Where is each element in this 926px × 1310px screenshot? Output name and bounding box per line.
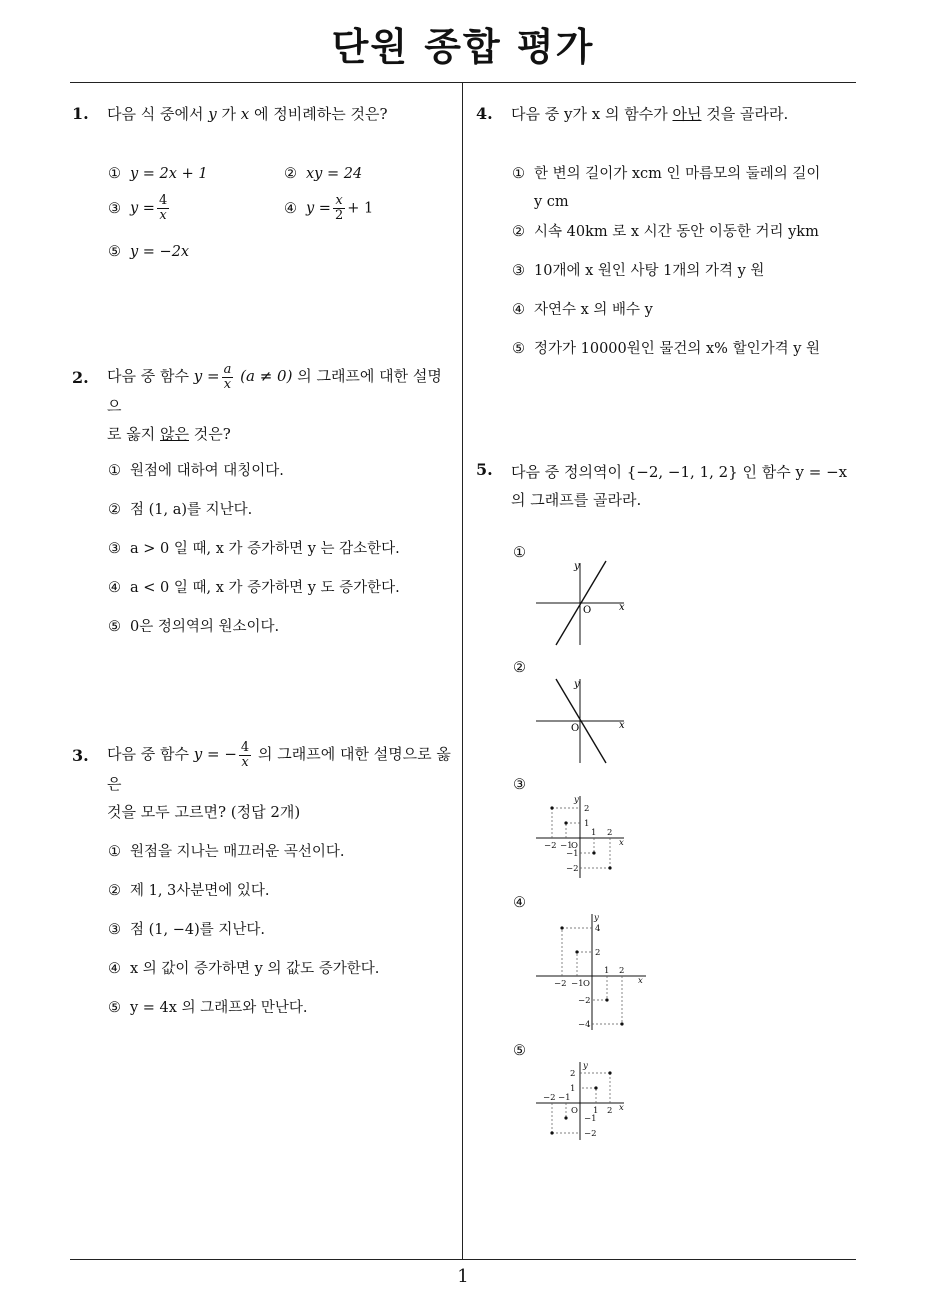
underlined-word: 않은	[160, 424, 189, 443]
option-5[interactable]	[512, 335, 820, 363]
option-rhs: + 1	[347, 200, 374, 217]
graph-option-3[interactable]	[530, 790, 630, 880]
option-expr: xy = 24	[306, 166, 363, 182]
option-3[interactable]	[108, 916, 265, 944]
option-text: x 의 값이 증가하면 y 의 값도 증가한다.	[130, 961, 380, 977]
question-text-part: 것을 골라라.	[701, 105, 789, 123]
tick-label-x: 1	[593, 1106, 599, 1116]
tick-label-y: 2	[595, 948, 601, 958]
option-1[interactable]	[108, 838, 345, 866]
option-text: 0은 정의역의 원소이다.	[130, 619, 280, 635]
origin-label: O	[571, 841, 578, 851]
point-2	[620, 1022, 623, 1025]
option-text: a < 0 일 때, x 가 증가하면 y 도 증가한다.	[130, 580, 400, 596]
option-mark: ②	[512, 224, 525, 240]
y-axis-label: y	[574, 561, 580, 572]
graph-option-3-mark[interactable]: ③	[513, 777, 526, 793]
tick-label-x: −1	[558, 1093, 571, 1103]
option-mark: ③	[108, 200, 121, 217]
option-4[interactable]	[284, 194, 373, 223]
question-text-part: 가	[216, 105, 241, 123]
y-axis-label: y	[594, 913, 599, 923]
point-neg1	[564, 1116, 567, 1119]
option-1-continued	[534, 188, 569, 216]
origin-label: O	[583, 605, 592, 616]
graph-option-2-mark[interactable]: ②	[513, 660, 526, 676]
option-4[interactable]	[108, 955, 379, 983]
option-text: a > 0 일 때, x 가 증가하면 y 는 감소한다.	[130, 541, 400, 557]
point-1	[605, 998, 608, 1001]
tick-label-y: −2	[566, 864, 579, 874]
var-x: x	[240, 105, 250, 123]
option-mark: ①	[108, 844, 121, 860]
question-text-part: 것을 모두 고르면? (정답 2개)	[107, 802, 301, 821]
question-number: 3.	[72, 746, 89, 765]
option-text: 원점에 대하여 대칭이다.	[130, 463, 284, 479]
question-text-part: 다음 식 중에서	[107, 105, 209, 123]
condition: (a ≠ 0)	[240, 367, 293, 385]
fraction-den: 2	[334, 208, 344, 223]
y-axis-label: y	[574, 795, 579, 805]
question-number: 4.	[476, 104, 493, 123]
tick-label-y: −2	[578, 996, 591, 1006]
tick-label-x: −2	[544, 841, 557, 851]
tick-label-y: 2	[570, 1069, 576, 1079]
question-3	[72, 740, 456, 1030]
question-5	[476, 458, 861, 518]
underlined-word: 아닌	[672, 105, 702, 123]
tick-label-y: 2	[584, 804, 590, 814]
question-text-part: 로 옳지	[107, 424, 161, 443]
graph-option-4-mark[interactable]: ④	[513, 895, 526, 911]
option-lhs: y =	[130, 200, 155, 217]
option-mark: ④	[284, 200, 297, 217]
fraction	[333, 194, 345, 223]
tick-label-y: 4	[595, 924, 601, 934]
option-1[interactable]	[108, 160, 208, 188]
fraction-num: 4	[158, 193, 168, 208]
fraction-num: 4	[240, 739, 250, 755]
option-mark: ④	[512, 302, 525, 318]
option-4[interactable]	[108, 574, 400, 602]
question-text-part: 의 그래프에 대한 설명으	[107, 367, 442, 415]
question-text	[511, 100, 861, 128]
option-text: 점 (1, −4)를 지난다.	[130, 922, 265, 938]
x-axis-label: x	[619, 720, 625, 731]
option-expr: y = 2x + 1	[130, 166, 208, 182]
question-text-part: 다음 중	[511, 105, 565, 123]
fraction	[239, 741, 251, 770]
option-2[interactable]	[512, 218, 819, 246]
point-neg1	[575, 950, 578, 953]
option-mark: ②	[284, 166, 297, 182]
option-4[interactable]	[512, 296, 653, 324]
question-text-part: 다음 중 함수	[107, 745, 194, 763]
point-neg2	[560, 926, 563, 929]
option-text: 자연수 x 의 배수 y	[534, 302, 653, 318]
question-text-part: 다음 중 함수	[107, 367, 194, 385]
option-1[interactable]	[512, 160, 820, 188]
tick-label-x: 2	[607, 1106, 613, 1116]
point-neg2	[550, 806, 553, 809]
option-lhs: y =	[306, 200, 331, 217]
y-axis-label: y	[574, 679, 580, 690]
option-5[interactable]	[108, 238, 189, 266]
origin-label: O	[571, 723, 580, 734]
option-3[interactable]	[108, 194, 171, 223]
column-divider	[462, 83, 463, 1259]
point-neg2	[550, 1131, 553, 1134]
x-axis-label: x	[619, 602, 625, 613]
option-text: 점 (1, a)를 지난다.	[130, 502, 253, 518]
question-number: 2.	[72, 368, 89, 387]
option-mark: ①	[108, 463, 121, 479]
question-text-part: 의 그래프를 골라라.	[511, 491, 642, 509]
tick-label-x: 2	[607, 828, 613, 838]
option-5[interactable]	[108, 613, 279, 641]
graph-option-4[interactable]	[530, 910, 650, 1035]
origin-label: O	[571, 1106, 578, 1116]
option-text: y cm	[534, 194, 569, 210]
question-text	[107, 100, 452, 128]
option-mark: ②	[108, 883, 121, 899]
question-2	[72, 362, 456, 652]
x-axis-label: x	[619, 1103, 624, 1113]
fraction	[222, 363, 234, 392]
tick-label-x: −2	[554, 979, 567, 989]
question-4	[476, 100, 861, 370]
top-rule	[70, 82, 856, 83]
question-text	[107, 362, 456, 448]
option-mark: ⑤	[108, 619, 121, 635]
graph-option-1[interactable]	[530, 555, 630, 650]
question-text	[107, 740, 456, 826]
tick-label-y: −2	[584, 1129, 597, 1139]
option-mark: ④	[108, 961, 121, 977]
y-axis-label: y	[583, 1061, 588, 1071]
tick-label-y: −1	[584, 1114, 597, 1124]
option-text: 원점을 지나는 매끄러운 곡선이다.	[130, 844, 345, 860]
var-y: y	[208, 105, 217, 123]
fraction	[157, 194, 169, 223]
point-2	[608, 866, 611, 869]
option-2[interactable]	[284, 160, 362, 188]
option-mark: ①	[108, 166, 121, 182]
option-text: 시속 40km 로 x 시간 동안 이동한 거리 ykm	[534, 224, 819, 240]
point-2	[608, 1071, 611, 1074]
point-1	[592, 851, 595, 854]
tick-label-y: −4	[578, 1020, 591, 1030]
bottom-rule	[70, 1259, 856, 1260]
option-text: 제 1, 3사분면에 있다.	[130, 883, 270, 899]
equation-lhs: y =	[193, 367, 220, 385]
question-text-part: 다음 중 정의역이 {−2, −1, 1, 2} 인 함수 y = −x	[511, 463, 848, 481]
tick-label-x: −1	[560, 841, 573, 851]
question-number: 1.	[72, 104, 89, 123]
option-text: 정가가 10000원인 물건의 x% 할인가격 y 원	[534, 341, 821, 357]
fraction-den: x	[241, 754, 249, 770]
option-mark: ⑤	[108, 244, 121, 260]
tick-label-x: 2	[619, 966, 625, 976]
equation-lhs: y = −	[193, 745, 237, 763]
option-mark: ⑤	[108, 1000, 121, 1016]
option-mark: ③	[108, 922, 121, 938]
question-text-part: 의 그래프에 대한 설명으로 옳은	[107, 745, 451, 793]
option-2[interactable]	[108, 496, 252, 524]
option-mark: ③	[108, 541, 121, 557]
x-axis-label: x	[619, 838, 624, 848]
graph-option-1-mark[interactable]: ①	[513, 545, 526, 561]
option-mark: ②	[108, 502, 121, 518]
option-text: 한 변의 길이가 xcm 인 마름모의 둘레의 길이	[534, 166, 821, 182]
option-mark: ③	[512, 263, 525, 279]
fraction-den: x	[223, 376, 232, 392]
question-number: 5.	[476, 460, 493, 479]
point-1	[594, 1086, 597, 1089]
page-title: 단원 종합 평가	[331, 25, 595, 69]
graph-option-5[interactable]	[530, 1058, 630, 1143]
tick-label-x: −2	[543, 1093, 556, 1103]
fraction-den: x	[159, 208, 167, 223]
option-text: 10개에 x 원인 사탕 1개의 가격 y 원	[534, 263, 765, 279]
tick-label-x: −1	[571, 979, 584, 989]
option-3[interactable]	[108, 535, 400, 563]
origin-label: O	[583, 979, 590, 989]
fraction-num: a	[223, 361, 232, 377]
question-text-part: 것은?	[189, 424, 231, 443]
graph-option-5-mark[interactable]: ⑤	[513, 1043, 526, 1059]
question-text-part: 에 정비례하는 것은?	[249, 105, 388, 123]
option-3[interactable]	[512, 257, 764, 285]
option-expr: y = −2x	[130, 244, 190, 260]
option-2[interactable]	[108, 877, 270, 905]
graph-option-2[interactable]	[530, 673, 630, 768]
question-text	[511, 458, 861, 514]
tick-label-y: 1	[584, 819, 590, 829]
option-1[interactable]	[108, 457, 284, 485]
x-axis-label: x	[638, 976, 643, 986]
fraction-num: x	[333, 194, 345, 209]
option-mark: ⑤	[512, 341, 525, 357]
option-mark: ①	[512, 166, 525, 182]
tick-label-y: 1	[570, 1084, 576, 1094]
option-mark: ④	[108, 580, 121, 596]
question-1	[72, 100, 452, 270]
page-number: 1	[457, 1266, 469, 1287]
point-neg1	[564, 821, 567, 824]
option-5[interactable]	[108, 994, 307, 1022]
tick-label-x: 1	[591, 828, 597, 838]
option-text: y = 4x 의 그래프와 만난다.	[130, 1000, 308, 1016]
tick-label-y: −1	[566, 849, 579, 859]
tick-label-x: 1	[604, 966, 610, 976]
question-text-part: y가 x 의 함수가	[564, 105, 673, 123]
